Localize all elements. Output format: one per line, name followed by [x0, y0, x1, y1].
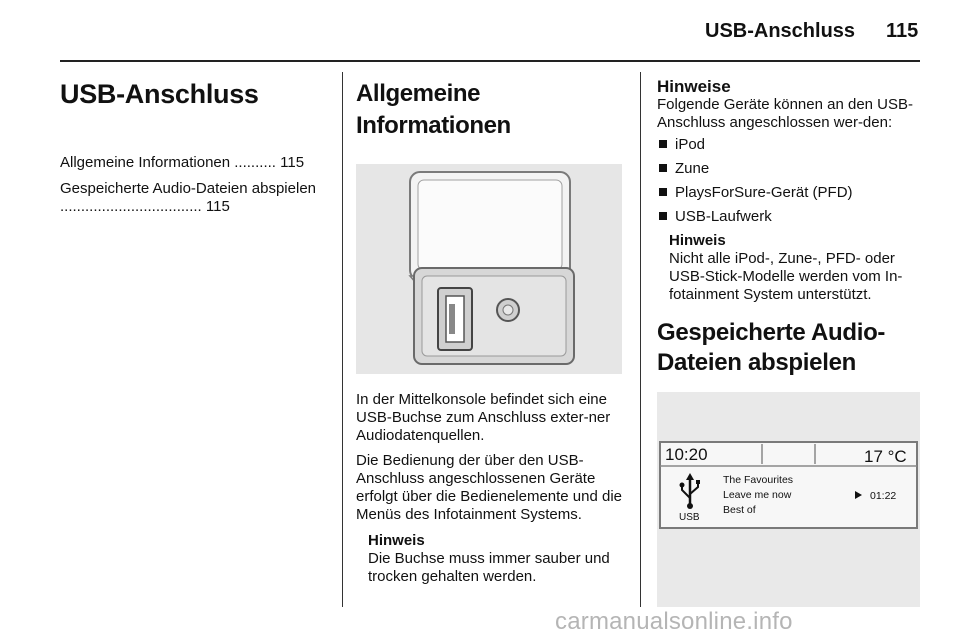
bullet-square-icon	[659, 164, 667, 172]
toc-column	[60, 78, 325, 224]
list-item: PlaysForSure-Gerät (PFD)	[657, 184, 920, 202]
display-temperature: 17 °C	[864, 447, 907, 466]
note-box	[368, 532, 624, 586]
infotainment-display	[657, 392, 920, 607]
section-title-general-info: Allgemeine Informationen	[356, 80, 511, 139]
chapter-title: USB-Anschluss	[60, 79, 259, 109]
intro-text: Folgende Geräte können an den USB-Anschluss angeschlossen wer-den:	[657, 96, 914, 131]
header-divider	[60, 60, 920, 62]
note-title: Hinweis	[368, 532, 425, 549]
toc-entry-page: 115	[205, 198, 230, 215]
bullet-square-icon	[659, 212, 667, 220]
page-number: 115	[886, 20, 919, 42]
paragraph: Die Bedienung der über den USB-Anschluss angeschlossenen Geräte erfolgt über die Bedienelemente und die Menüs des Infotainment Systems.	[356, 452, 623, 523]
toc-entry-label: Gespeicherte Audio-Dateien abspielen ..................................	[60, 180, 317, 215]
watermark: carmanualsonline.info	[555, 608, 793, 635]
display-track: Leave me now	[723, 489, 792, 501]
bullet-square-icon	[659, 188, 667, 196]
toc-entry-label: Allgemeine Informationen ..........	[60, 154, 276, 171]
list-item: Zune	[657, 160, 920, 178]
paragraph: In der Mittelkonsole befindet sich eine USB-Buchse zum Anschluss exter-ner Audiodatenquellen.	[356, 391, 611, 444]
column-divider-1	[342, 72, 343, 607]
table-of-contents	[60, 154, 325, 216]
toc-entry[interactable]	[60, 180, 325, 216]
device-list	[657, 136, 920, 226]
note-box	[669, 232, 920, 304]
column-divider-2	[640, 72, 641, 607]
display-elapsed-time: 01:22	[870, 490, 897, 502]
note-text: Nicht alle iPod-, Zune-, PFD- oder USB-Stick-Modelle werden vom In-fotainment System unterstützt.	[669, 250, 903, 303]
running-header-title: USB-Anschluss	[705, 20, 856, 42]
toc-entry-page: 115	[280, 154, 305, 171]
list-item: USB-Laufwerk	[657, 208, 920, 226]
display-track: Best of	[723, 504, 756, 516]
display-clock: 10:20	[665, 445, 708, 464]
display-track: The Favourites	[723, 474, 794, 486]
section-title-play-files: Gespeicherte Audio-Dateien abspielen	[657, 319, 886, 376]
section-title-notes: Hinweise	[657, 77, 731, 96]
note-text: Die Buchse muss immer sauber und trocken gehalten werden.	[368, 550, 610, 585]
usb-socket-photo	[356, 164, 622, 374]
general-info-column	[356, 78, 624, 586]
list-item: iPod	[657, 136, 920, 154]
note-title: Hinweis	[669, 232, 726, 249]
bullet-square-icon	[659, 140, 667, 148]
toc-entry[interactable]	[60, 154, 325, 172]
devices-column	[657, 78, 920, 612]
display-source-label: USB	[679, 512, 700, 523]
